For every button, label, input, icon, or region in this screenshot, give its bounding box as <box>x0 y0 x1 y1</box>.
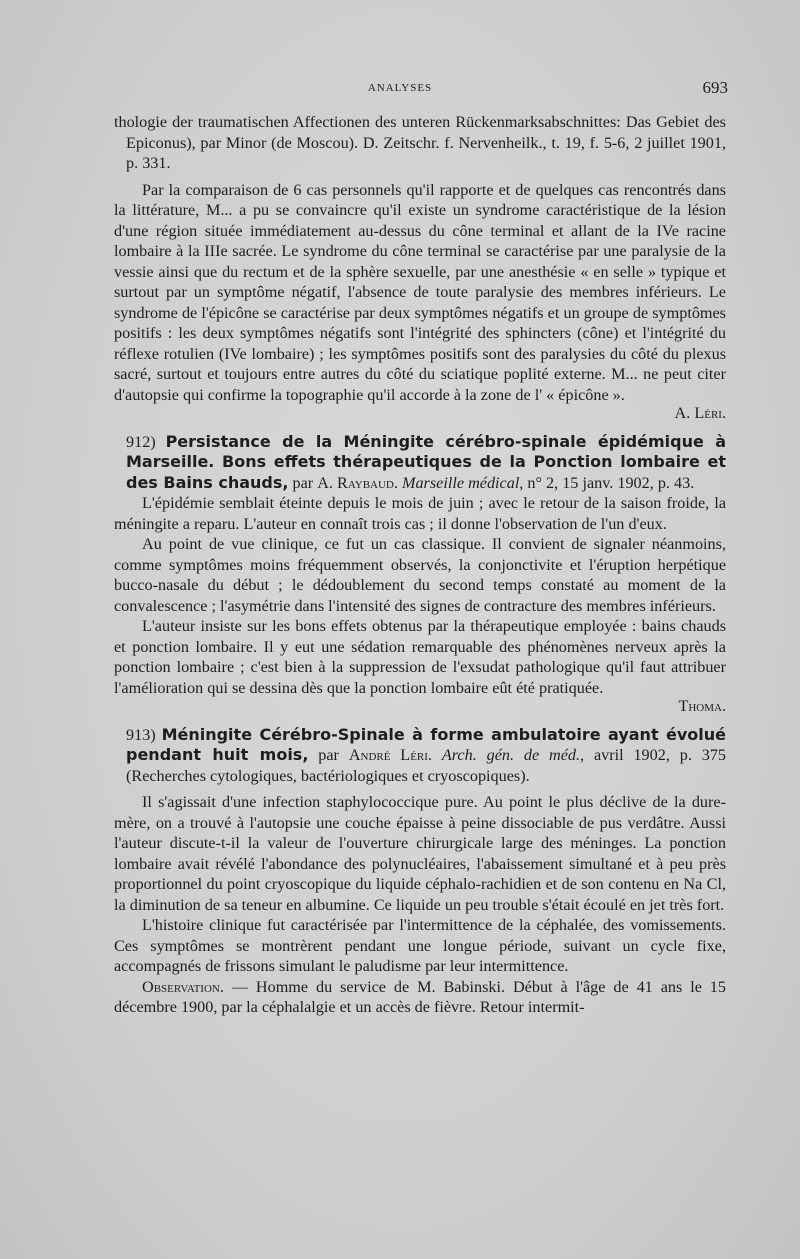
abstract-by: par <box>318 746 339 764</box>
abstract-author: A. Raybaud. <box>317 473 398 492</box>
abstract-title: Persistance de la Méningite cérébro-spinale épidémique à Marseille. Bons effets thérapeutiques de la Ponction lombaire et des Bains chauds, <box>126 431 727 492</box>
abstract-by: par <box>292 473 314 492</box>
abstract-paragraph: L'auteur insiste sur les bons effets obtenus par la thérapeutique employée : bains chauds et ponction lombaire. Il y eut une sédation remarquable des phénomènes nerveux après la ponction lombaire ; c'est bien à la suppression de l'exsudat pathologique qu'il faut attribuer l'amélioration qui se dessina dès que la ponction lombaire eût été pratiquée. <box>114 617 726 697</box>
abstract-author: André Léri. <box>348 746 432 764</box>
abstract-journal: Arch. gén. de méd., <box>441 746 585 764</box>
abstract-heading-912 <box>114 432 726 494</box>
reference-continuation: thologie der traumatischen Affectionen des unteren Rückenmarksabschnittes: Das Gebiet des Epiconus), par Minor (de Moscou). D. Zeitschr. f. Nervenheilk., t. 19, f. 5-6, 2 juillet 1901, p. 331. <box>114 113 726 172</box>
observation-text: — Homme du service de M. Babinski. Début à l'âge de 41 ans le 15 décembre 1900, par la céphalalgie et un accès de fièvre. Retour intermit- <box>114 977 726 1016</box>
abstract-paragraph: Au point de vue clinique, ce fut un cas classique. Il convient de signaler néanmoins, comme symptômes moins fréquemment observés, la conjonctivite et l'éruption herpétique bucco-nasale du début ; le dédoublement du second temps constaté au moment de la convalescence ; l'asymétrie dans l'intensité des signes de contracture des membres inférieurs. <box>114 535 726 615</box>
abstract-number: 912) <box>126 432 156 451</box>
abstract-paragraph: L'épidémie semblait éteinte depuis le mois de juin ; avec le retour de la saison froide, la méningite a reparu. L'auteur en connaît trois cas ; il donne l'observation de l'un d'eux. <box>114 494 726 533</box>
abstract-heading-913 <box>114 725 726 787</box>
abstract-details: n° 2, 15 janv. 1902, p. 43. <box>527 473 695 492</box>
abstract-paragraph: Par la comparaison de 6 cas personnels qu'il rapporte et de quelques cas rencontrés dans la littérature, M... a pu se convaincre qu'il existe un syndrome caractéristique de la lésion d'une région située immédiatement au-dessus du cône terminal et allant de la IVe racine lombaire à la IIIe sacrée. Le syndrome du cône terminal se caractérise par une paralysie de la vessie ainsi que du rectum et de la sphère sexuelle, par une anesthésie « en selle » typique et surtout par un symptôme négatif, l'absence de toute paralysie des membres inférieurs. Le syndrome de l'épicône se caractérise par deux symptômes négatifs et un groupe de symptômes positifs : les deux symptômes négatifs sont l'intégrité des sphincters (cône) et l'intégrité du réflexe rotulien (IVe lombaire) ; les symptômes positifs sont des paralysies du côté du plexus sacré, surtout et toujours entre autres du côté du sciatique poplité externe. M... ne peut citer d'autopsie qui confirme la topographie qu'il accorde à la zone de l' « épicône ». <box>114 180 726 404</box>
abstract-signature <box>114 696 726 717</box>
abstract-paragraph: Il s'agissait d'une infection staphylococcique pure. Au point le plus déclive de la dure-mère, on a trouvé à l'autopsie une couche épaisse à peine dissociable de pus verdâtre. Aussi l'auteur discute-t-il la valeur de l'ouverture chirurgicale large des méninges. La ponction lombaire avait révélé l'abondance des polynucléaires, l'abaissement simultané et à peu près proportionnel du point cryoscopique du liquide céphalo-rachidien et de son contenu en Na Cl, la diminution de sa teneur en albumine. Ce liquide un peu trouble s'était écoulé en jet très fort. <box>114 793 726 914</box>
page-number: 693 <box>702 78 728 97</box>
observation-label: Observation. <box>142 977 224 996</box>
abstract-number: 913) <box>126 725 156 744</box>
abstract-journal: Marseille médical, <box>401 473 524 492</box>
running-title: ANALYSES <box>367 82 433 94</box>
observation-paragraph <box>114 977 726 1018</box>
page-body <box>114 112 726 1018</box>
page-header <box>0 78 800 102</box>
abstract-details: avril 1902, p. 375 (Recherches cytologiques, bactériologiques et cryoscopiques). <box>126 746 727 785</box>
abstract-title: Méningite Cérébro-Spinale à forme ambulatoire ayant évolué pendant huit mois, <box>126 724 727 764</box>
signature-text: A. Léri. <box>674 404 726 422</box>
abstract-signature <box>114 403 726 424</box>
abstract-paragraph: L'histoire clinique fut caractérisée par l'intermittence de la céphalée, des vomissements. Ces symptômes se montrèrent pendant une longue période, suivant un cycle fixe, accompagnés de frissons simulant le paludisme par leur intermittence. <box>114 916 726 975</box>
signature-text: Thoma. <box>678 697 726 715</box>
